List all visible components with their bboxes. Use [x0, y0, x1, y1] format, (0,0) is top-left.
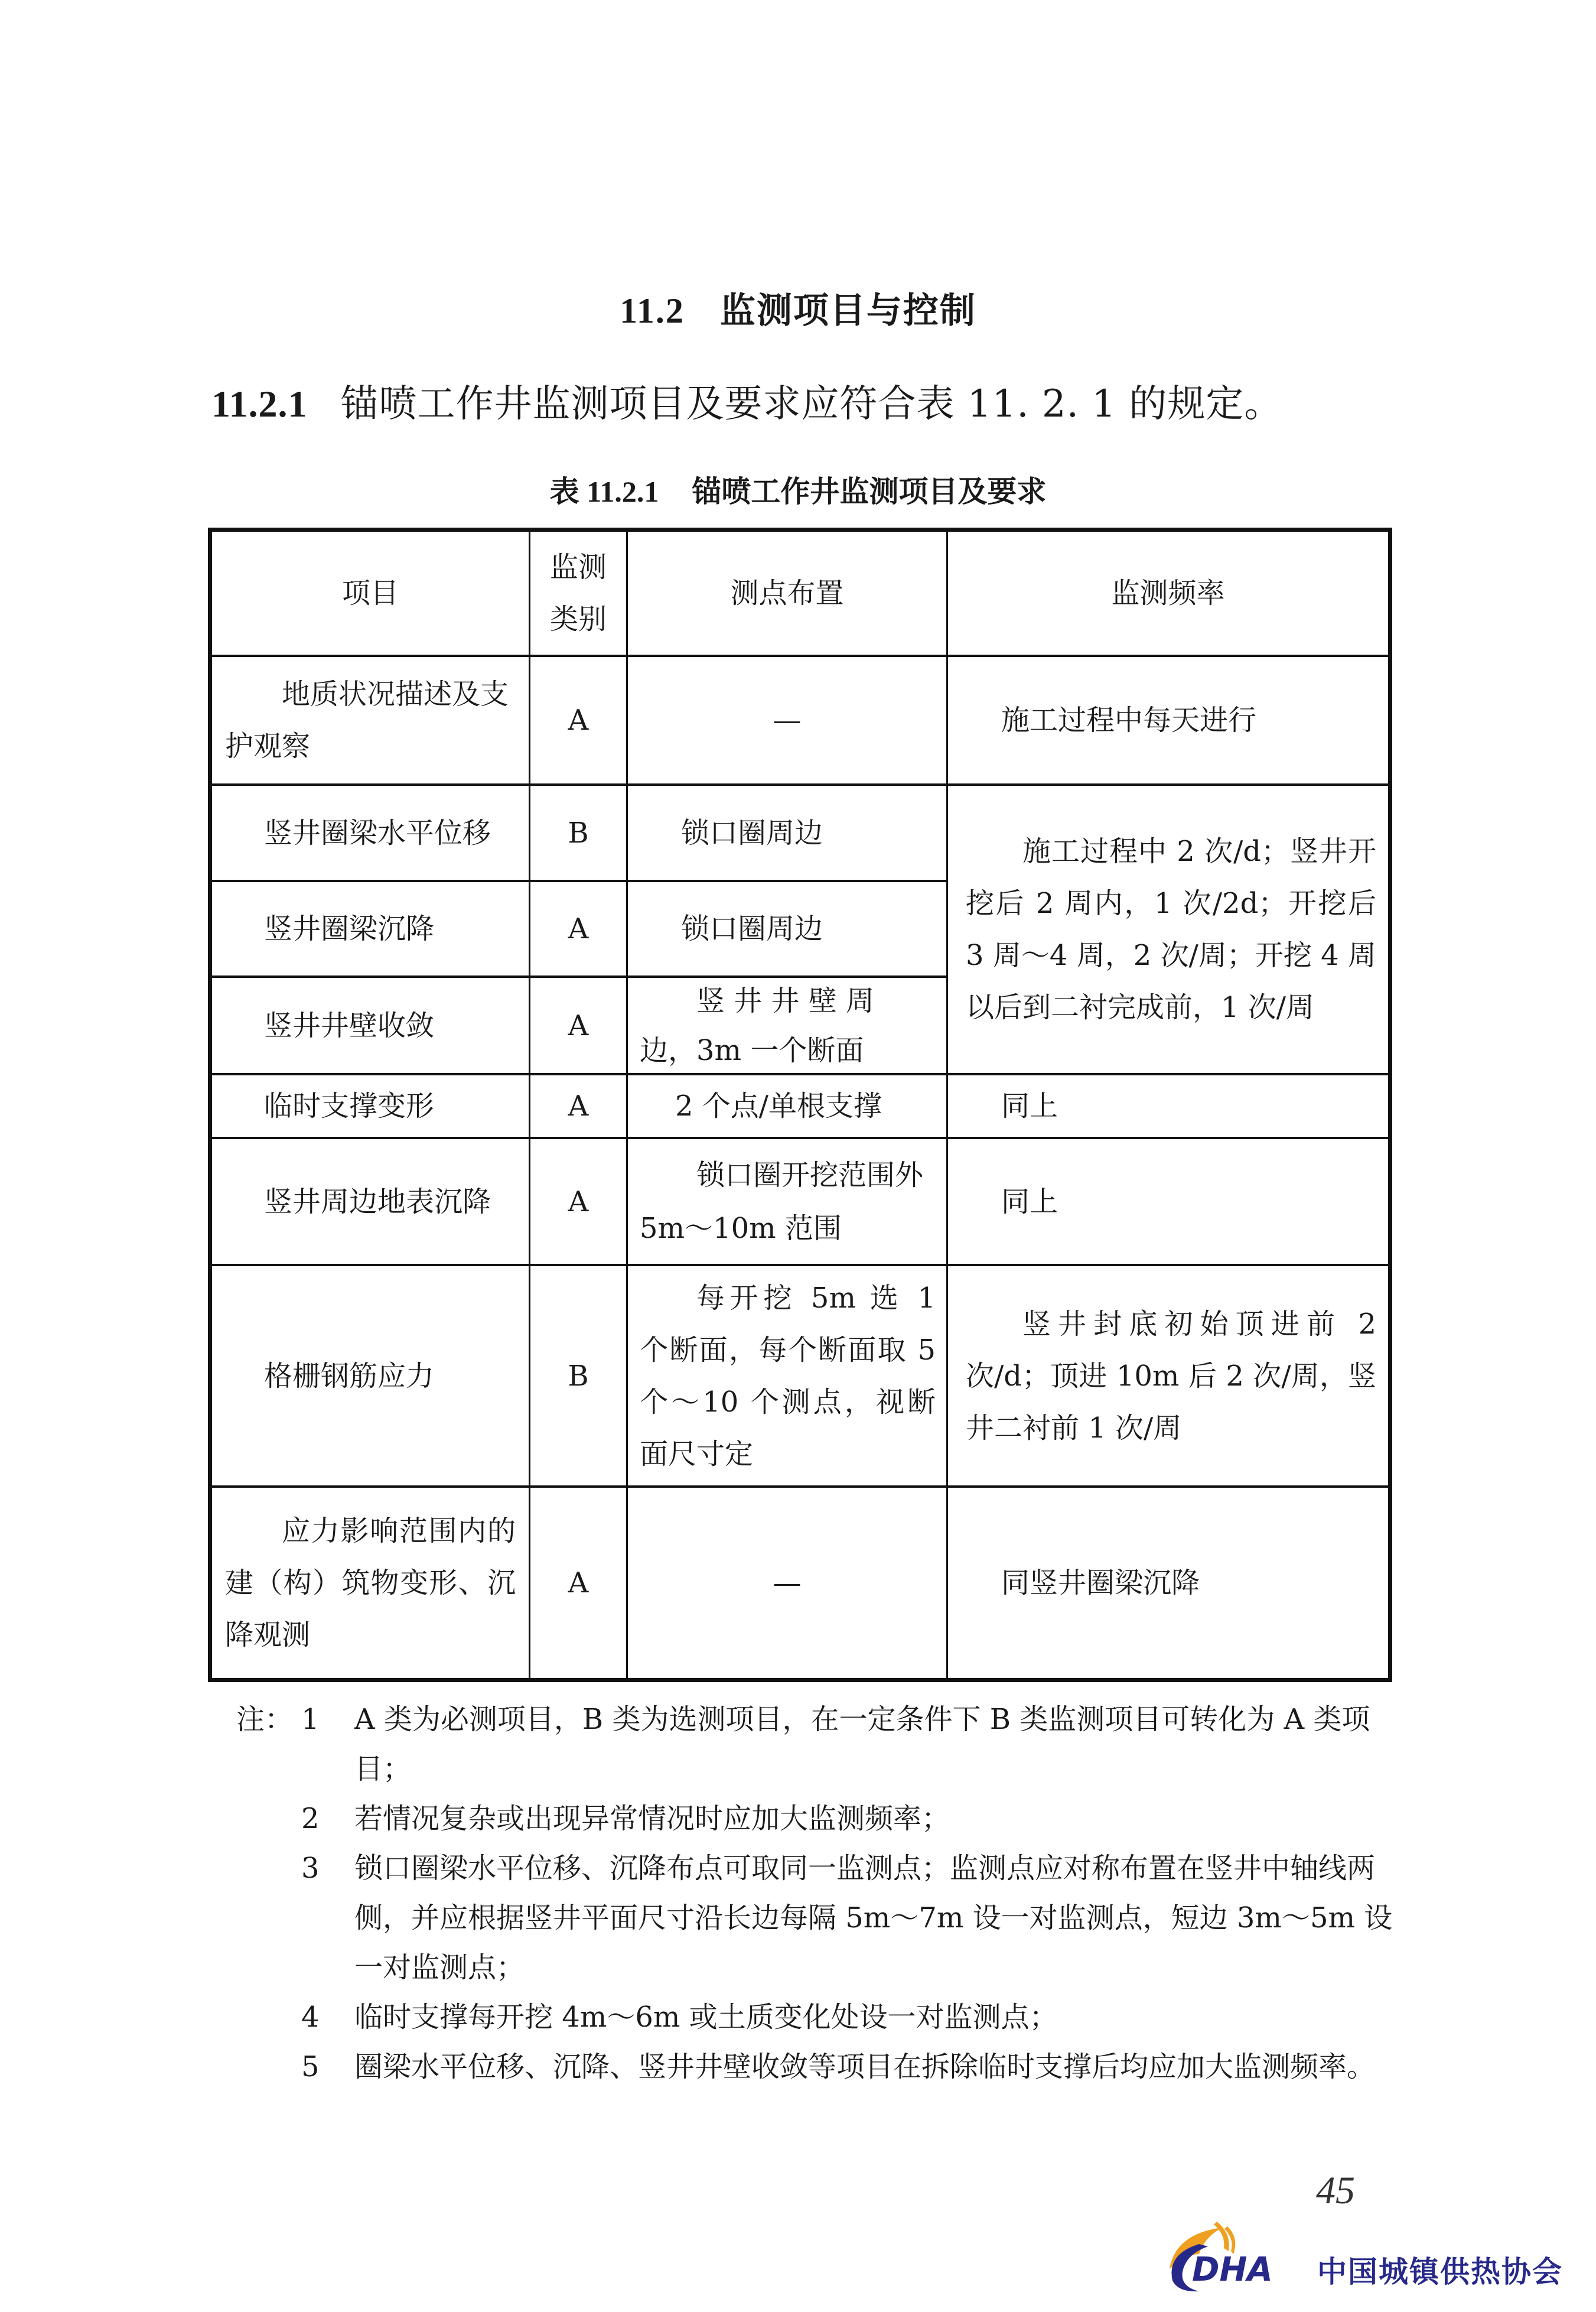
table-rows-2-4-frequency [948, 786, 1388, 1073]
cell-text: 竖井周边地表沉降 [264, 1185, 491, 1218]
table-row-6-item [212, 1139, 529, 1264]
dha-logo [1158, 2222, 1571, 2293]
table-row-2-category [530, 786, 626, 880]
header-category [530, 532, 626, 655]
table-row-6-frequency [948, 1139, 1388, 1264]
cell-text: 施工过程中每天进行 [1001, 704, 1257, 737]
cell-text: 竖井圈梁沉降 [264, 912, 435, 945]
cell-text: 竖 井 井 壁 周 边，3m 一个断面 [640, 984, 875, 1067]
table-row-5-category [530, 1075, 626, 1137]
clause-number: 11.2.1 [211, 383, 308, 425]
cell-text: — [773, 1566, 802, 1599]
header-layout [628, 532, 946, 655]
monitoring-table [208, 528, 1392, 1682]
cell-text: 竖井封底初始顶进前 2 次/d；顶进 10m 后 2 次/周，竖井二衬前 1 次/周 [966, 1307, 1376, 1445]
header-item-label: 项目 [341, 577, 399, 610]
header-layout-label: 测点布置 [730, 577, 844, 610]
table-row-8-layout [628, 1488, 946, 1678]
table-row-8-item [212, 1488, 529, 1678]
note-label [236, 1843, 337, 1893]
cell-text: B [568, 1359, 589, 1393]
note-number: 3 [301, 1852, 320, 1885]
page-number: 45 [1316, 2169, 1355, 2212]
table-row-3-category [530, 882, 626, 975]
cell-text: 同上 [1001, 1185, 1058, 1218]
table-row-6-layout [628, 1139, 946, 1264]
table-row-2-layout [628, 786, 946, 880]
cell-text: — [773, 704, 802, 737]
cell-text: 地质状况描述及支护观察 [225, 678, 509, 763]
cell-text: 2 个点/单根支撑 [675, 1090, 882, 1123]
note-text: 锁口圈梁水平位移、沉降布点可取同一监测点；监测点应对称布置在竖井中轴线两侧，并应根据竖井平面尺寸沿长边每隔 5m～7m 设一对监测点，短边 3m～5m 设一对监测点； [354, 1852, 1393, 1984]
note-text: 若情况复杂或出现异常情况时应加大监测频率； [354, 1802, 950, 1835]
header-category-line1: 监测 [549, 551, 607, 584]
note-number: 2 [301, 1802, 320, 1835]
table-caption-text: 锚喷工作井监测项目及要求 [692, 474, 1047, 509]
table-row-2-item [212, 786, 529, 880]
note-label [236, 1794, 337, 1843]
cell-text: A [568, 1185, 589, 1218]
note-text: 圈梁水平位移、沉降、竖井井壁收敛等项目在拆除临时支撑后均应加大监测频率。 [354, 2050, 1376, 2083]
table-row-4-item [212, 978, 529, 1073]
table-row-7-category [530, 1266, 626, 1485]
table-caption [0, 468, 1596, 510]
table-row-5-layout [628, 1075, 946, 1137]
notes-prefix: 注： [236, 1703, 294, 1736]
cell-text: A [568, 1009, 589, 1042]
cell-text: A [568, 1090, 589, 1123]
header-category-line2: 类别 [549, 603, 607, 636]
cell-text: A [568, 1566, 589, 1599]
note-text: 临时支撑每开挖 4m～6m 或土质变化处设一对监测点； [354, 2001, 1058, 2034]
cell-text: 临时支撑变形 [264, 1090, 435, 1123]
table-row-8-frequency [948, 1488, 1388, 1678]
table-row-7-frequency [948, 1266, 1388, 1485]
cell-text: 应力影响范围内的建（构）筑物变形、沉降观测 [225, 1514, 516, 1651]
note-text: A 类为必测项目，B 类为选测项目，在一定条件下 B 类监测项目可转化为 A 类项目； [354, 1703, 1370, 1786]
table-row-7-layout [628, 1266, 946, 1485]
note-number: 4 [301, 2001, 320, 2034]
note-label [236, 1992, 337, 2042]
cell-text: 锁口圈周边 [681, 912, 823, 945]
table-row-3-layout [628, 882, 946, 975]
cell-text: A [568, 912, 589, 945]
note-label [236, 2042, 337, 2092]
cell-text: 锁口圈开挖范围外 5m～10m 范围 [640, 1158, 924, 1245]
cell-text: 每开挖 5m 选 1 个断面，每个断面取 5 个～10 个测点，视断面尺寸定 [640, 1281, 936, 1471]
table-row-7-item [212, 1266, 529, 1485]
cell-text: B [568, 816, 589, 850]
table-row-1-item [212, 657, 529, 783]
svg-text:中国城镇供热协会: 中国城镇供热协会 [1317, 2255, 1563, 2289]
table-row-3-item [212, 882, 529, 975]
section-title: 监测项目与控制 [719, 290, 976, 331]
note-label [236, 1695, 337, 1744]
section-heading [0, 282, 1596, 333]
table-row-5-item [212, 1075, 529, 1137]
clause-paragraph [211, 373, 1282, 428]
clause-text: 锚喷工作井监测项目及要求应符合表 11. 2. 1 的规定。 [340, 382, 1283, 426]
header-item [212, 532, 529, 655]
note-5 [236, 2042, 1394, 2092]
cell-text: 同上 [1001, 1090, 1058, 1123]
dha-logo-icon [1158, 2222, 1571, 2293]
note-4 [236, 1992, 1394, 2042]
svg-text:DHA: DHA [1192, 2251, 1273, 2289]
cell-text: 竖井井壁收敛 [264, 1009, 435, 1042]
table-notes [236, 1695, 1394, 2092]
cell-text: 施工过程中 2 次/d；竖井开挖后 2 周内，1 次/2d；开挖后 3 周～4 周，2 次/周；开挖 4 周以后到二衬完成前，1 次/周 [966, 835, 1376, 1024]
note-number: 1 [301, 1703, 320, 1736]
table-row-8-category [530, 1488, 626, 1678]
table-number: 表 11.2.1 [549, 475, 659, 508]
table-row-1-category [530, 657, 626, 783]
table-row-5-frequency [948, 1075, 1388, 1137]
table-row-1-layout [628, 657, 946, 783]
note-number: 5 [301, 2050, 320, 2083]
table-row-4-category [530, 978, 626, 1073]
note-3 [236, 1843, 1394, 1992]
note-1 [236, 1695, 1394, 1794]
header-frequency-label: 监测频率 [1111, 577, 1225, 610]
table-row-6-category [530, 1139, 626, 1264]
cell-text: 格栅钢筋应力 [264, 1359, 435, 1393]
cell-text: 竖井圈梁水平位移 [264, 816, 491, 850]
note-2 [236, 1794, 1394, 1843]
cell-text: 同竖井圈梁沉降 [1001, 1566, 1200, 1599]
table-row-1-frequency [948, 657, 1388, 783]
cell-text: A [568, 704, 589, 737]
section-number: 11.2 [620, 291, 685, 330]
table-row-4-layout [628, 978, 946, 1073]
header-frequency [948, 532, 1388, 655]
cell-text: 锁口圈周边 [681, 816, 823, 850]
